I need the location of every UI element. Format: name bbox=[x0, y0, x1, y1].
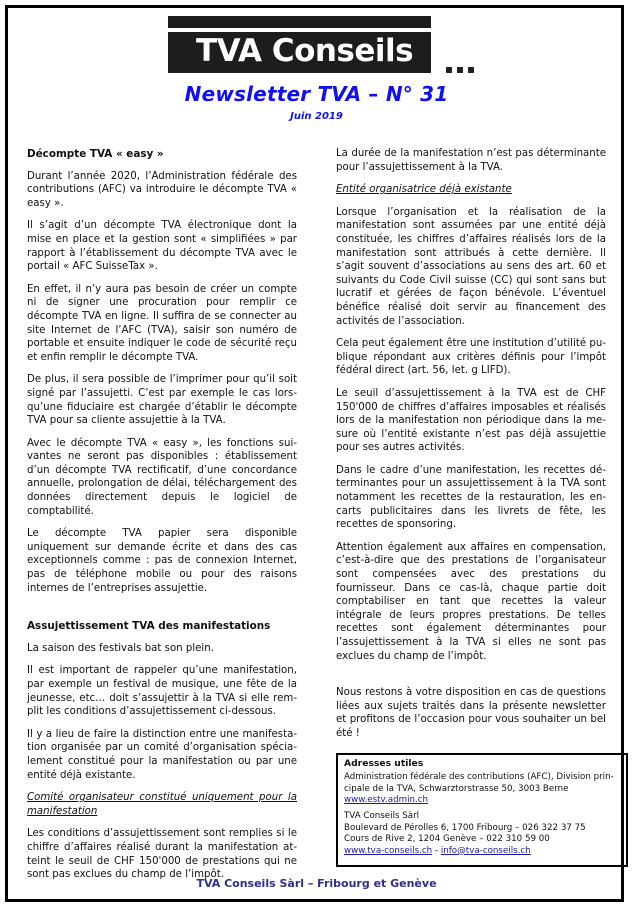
afc-address-text: Administration fédérale des contributions (AFC), Division principale de la TVA, Schwarztorstrasse 50, 3003 Berne bbox=[344, 772, 614, 794]
section-heading-decompte-easy: Décompte TVA « easy » bbox=[27, 148, 164, 160]
paragraph: Attention également aux affaires en compensation, c’est-à-dire que des prestations de l’organisateur sont compensées avec des prestations du fournisseur. Dans ce cas-là, chaque partie doit comptabiliser en tant que recettes la valeur intégrale de leurs propres prestations. De telles recettes sont également déterminantes pour l’assujettissement à la TVA si elles ne sont pas exclues du champ de l’impôt. bbox=[336, 541, 606, 662]
logo-text: TVA Conseils bbox=[196, 33, 414, 69]
left-column bbox=[27, 146, 297, 891]
logo-top-strip bbox=[168, 16, 431, 28]
paragraph: La durée de la manifestation n’est pas déterminante pour l’assujettissement à la TVA. bbox=[336, 148, 606, 173]
paragraph: De plus, il sera possible de l’imprimer pour qu’il soit signé par l’assujetti. C’est par exemple le cas lorsqu’une fiduciaire est chargée d’établir le décompte TVA pour sa cliente assujettie à la TVA. bbox=[27, 374, 297, 427]
company-address bbox=[344, 811, 618, 857]
paragraph: Cela peut également être une institution d’utilité publique répondant aux critères définis pour l’impôt fédéral direct (art. 56, let. g LIFD). bbox=[336, 338, 606, 377]
company-email-link[interactable]: info@tva-conseils.ch bbox=[440, 845, 531, 856]
paragraph: En effet, il n’y aura pas besoin de créer un compte ni de signer une procuration pour remplir ce décompte TVA en ligne. Il suffira de se connecter au site Internet de l’AFC (TVA), saisir son numéro de portable et ensuite indiquer le code de sécurité reçu et enfin remplir le décompte TVA. bbox=[27, 283, 297, 363]
paragraph: La saison des festivals bat son plein. bbox=[27, 642, 214, 654]
page-footer: TVA Conseils Sàrl – Fribourg et Genève bbox=[196, 877, 437, 890]
ellipsis-dots-icon bbox=[446, 67, 474, 73]
paragraph: Le décompte TVA papier sera disponible uniquement sur demande écrite et dans des cas exceptionnels comme : pas de connexion Internet, pas de téléphone mobile ou pour des raisons internes de l’entreprises assujettie. bbox=[27, 528, 297, 594]
afc-website-link[interactable]: www.estv.admin.ch bbox=[344, 795, 429, 806]
right-column bbox=[336, 147, 614, 867]
subheading-comite-organisateur: Comité organisateur constitué uniquement pour la manifestation bbox=[27, 792, 297, 817]
afc-address bbox=[344, 772, 618, 807]
link-separator: - bbox=[432, 845, 441, 856]
subheading-entite-existante: Entité organisatrice déjà existante bbox=[336, 184, 512, 196]
paragraph: Lorsque l’organisation et la réalisation de la manifestation sont assumées par une entité déjà constituée, les chiffres d’affaires réalisés lors de la manifestation sont attribués à cette dernière. Il s’agit souvent d’associations au sens des art. 60 et suivants du Code Civil suisse (CC) qui sont sans but lucratif et gérées de façon bénévole. L’éventuel bénéfice réalisé doit servir au financement des activités de l’association. bbox=[336, 206, 606, 327]
section-heading-manifestations: Assujettissement TVA des manifestations bbox=[27, 620, 271, 633]
address-fribourg: Boulevard de Pérolles 6, 1700 Fribourg – 026 322 37 75 bbox=[344, 822, 586, 833]
paragraph: Il y a lieu de faire la distinction entre une manifestation organisée par un comité d’organisation spécialement constitué pour la manifestation ou par une entité déjà existante. bbox=[27, 728, 297, 781]
address-geneve: Cours de Rive 2, 1204 Genève – 022 310 59 00 bbox=[344, 834, 550, 845]
paragraph: Avec le décompte TVA « easy », les fonctions suivantes ne seront pas disponibles : établissement d’un décompte TVA rectificatif, d’une concordance annuelle, prolongation de délai, téléchargement des données directement depuis le logiciel de comptabilité. bbox=[27, 437, 297, 517]
paragraph: Dans le cadre d’une manifestation, les recettes déterminantes pour un assujettissement à la TVA sont notamment les recettes de la restauration, les encarts publicitaires dans les livrets de fête, les recettes de sponsoring. bbox=[336, 464, 606, 531]
company-name: TVA Conseils Sàrl bbox=[344, 810, 420, 821]
newsletter-title: Newsletter TVA – N° 31 bbox=[184, 82, 449, 106]
paragraph: Le seuil d’assujettissement à la TVA est de CHF 150'000 de chiffres d’affaires imposables et réalisés lors de la manifestation non périodique dans la mesure où l’entité existante n’est pas déjà assujettie pour ses autres activités. bbox=[336, 387, 606, 454]
addresses-heading: Adresses utiles bbox=[344, 757, 424, 769]
company-logo bbox=[168, 16, 431, 73]
newsletter-date: Juin 2019 bbox=[290, 111, 343, 122]
paragraph: Il est important de rappeler qu’une manifestation, par exemple un festival de musique, une fête de la jeunesse, etc… doit s’assujettir à la TVA si elle remplit les conditions d’assujettissement ci-dessous. bbox=[27, 665, 297, 718]
company-website-link[interactable]: www.tva-conseils.ch bbox=[344, 845, 433, 856]
closing-paragraph: Nous restons à votre disposition en cas de questions liées aux sujets traités dans la présente newsletter et profitons de l’occasion pour vous souhaiter un bel été ! bbox=[336, 687, 606, 739]
paragraph: Les conditions d’assujettissement sont remplies si le chiffre d’affaires réalisé durant la manifestation atteint le seuil de CHF 150'000 de prestations qui ne sont pas exclues du champ de l’impôt. bbox=[27, 828, 297, 881]
addresses-box bbox=[336, 753, 628, 868]
paragraph: Il s’agit d’un décompte TVA électronique dont la mise en place et la gestion sont « simplifiées » par rapport à l’établissement du décompte TVA avec le portail « AFC SuisseTax ». bbox=[27, 220, 297, 273]
paragraph: Durant l’année 2020, l’Administration fédérale des contributions (AFC) va introduire le décompte TVA « easy ». bbox=[27, 170, 297, 209]
